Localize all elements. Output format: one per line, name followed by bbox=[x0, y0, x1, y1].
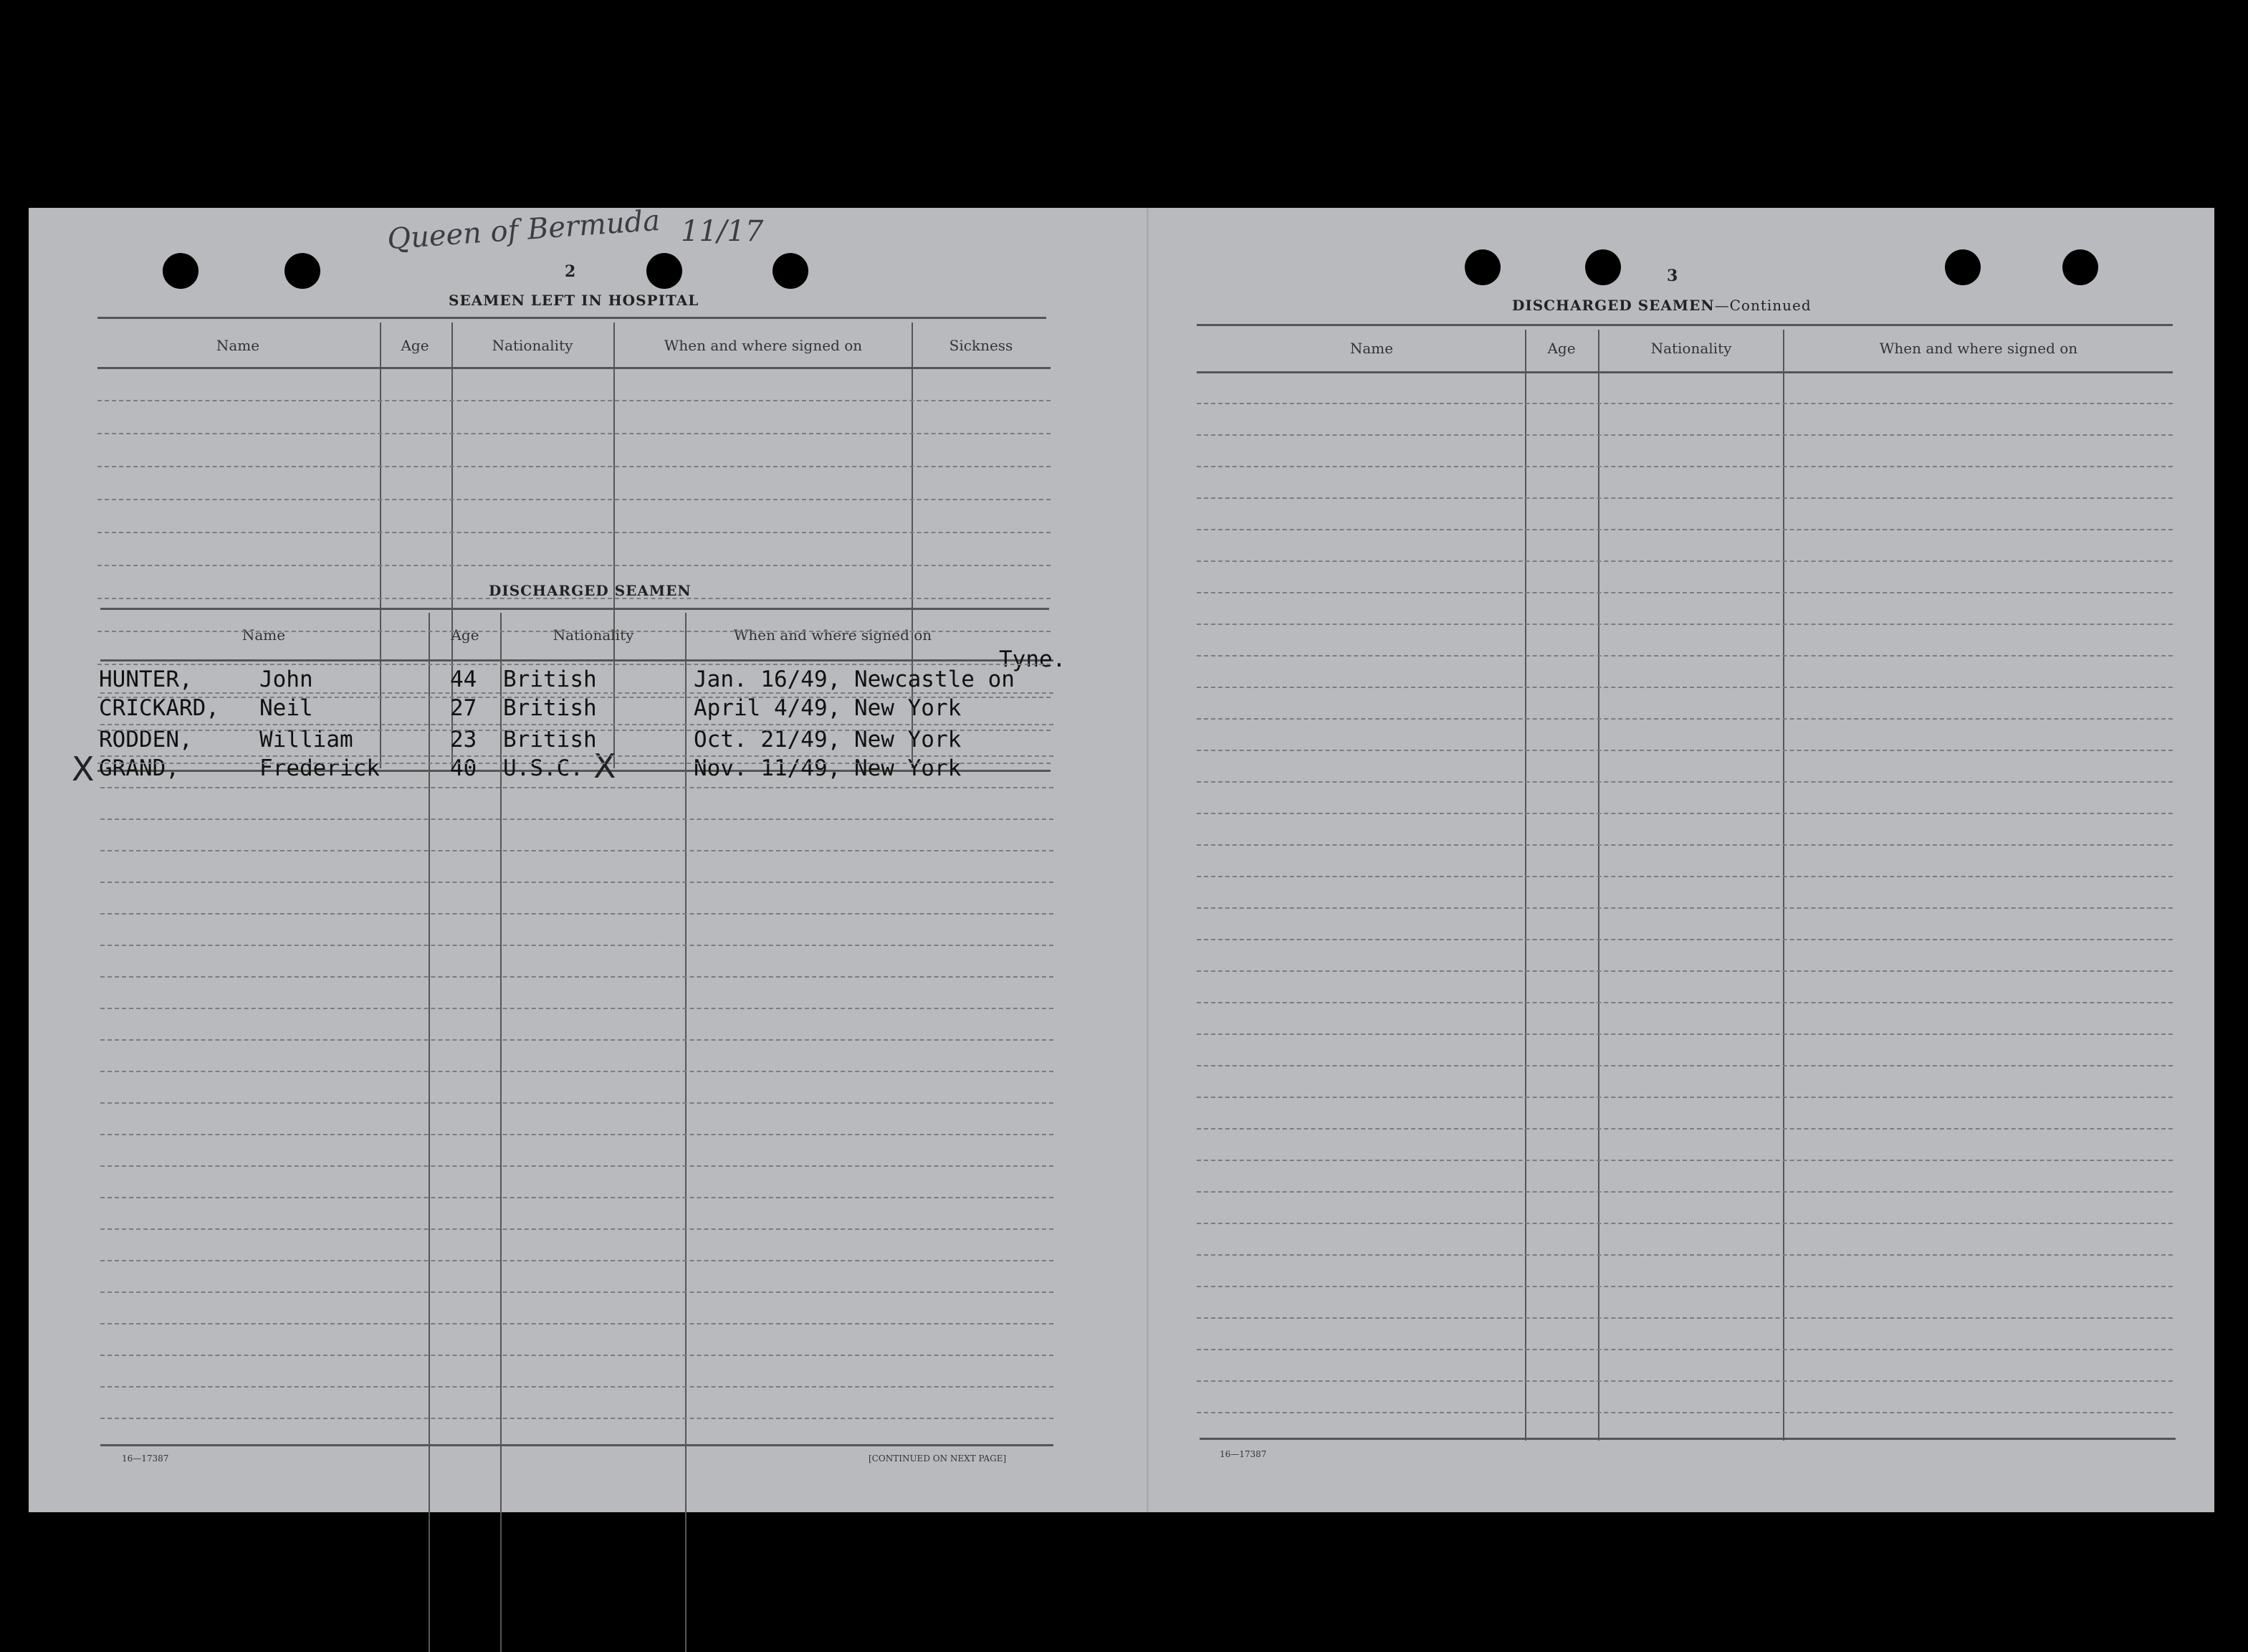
ruling-line bbox=[100, 882, 1053, 883]
ruling-line bbox=[100, 692, 1053, 694]
ruling-line bbox=[97, 631, 1051, 632]
punch-hole bbox=[1945, 249, 1981, 285]
ruling-line bbox=[100, 1008, 1053, 1009]
cross-mark: X bbox=[72, 750, 95, 788]
ruling-line bbox=[1197, 687, 2173, 688]
ruling-line bbox=[100, 1039, 1053, 1041]
ruling-line bbox=[100, 1134, 1053, 1135]
ruling-line bbox=[97, 763, 1051, 764]
ruling-line bbox=[1197, 497, 2173, 499]
table-row-surname: HUNTER, bbox=[99, 667, 193, 692]
ruling-line bbox=[1197, 403, 2173, 404]
right-section-title-main: DISCHARGED SEAMEN bbox=[1512, 297, 1715, 314]
hospital-col-sickness: Sickness bbox=[949, 337, 1013, 354]
ruling-line bbox=[97, 598, 1051, 599]
handwritten-ship-name: Queen of Bermuda bbox=[386, 204, 661, 257]
punch-hole bbox=[284, 253, 320, 289]
ruling-line bbox=[1197, 624, 2173, 625]
ruling-line bbox=[1197, 466, 2173, 467]
discharged-section-title: DISCHARGED SEAMEN bbox=[489, 582, 692, 599]
table-row-nationality: British bbox=[503, 667, 597, 692]
ruling-line bbox=[100, 850, 1053, 851]
ruling-line bbox=[1197, 781, 2173, 783]
table-row-age: 23 bbox=[450, 727, 477, 753]
ruling-line bbox=[100, 913, 1053, 915]
right-col-age: Age bbox=[1547, 340, 1576, 357]
ruling-line bbox=[1197, 1349, 2173, 1350]
ruling-line bbox=[100, 787, 1053, 788]
ruling-line bbox=[1197, 1002, 2173, 1003]
ruling-line bbox=[100, 1323, 1053, 1324]
ruling-line bbox=[1197, 655, 2173, 656]
ruling-line bbox=[97, 532, 1051, 533]
punch-hole bbox=[1585, 249, 1621, 285]
hospital-col-name: Name bbox=[216, 337, 260, 354]
ruling-line bbox=[1197, 1128, 2173, 1130]
ruling-line bbox=[97, 466, 1051, 467]
ruling-line bbox=[1197, 529, 2173, 530]
ruling-line bbox=[1197, 1097, 2173, 1098]
ruling-line bbox=[1197, 844, 2173, 846]
ruling-line bbox=[100, 945, 1053, 946]
punch-hole bbox=[646, 253, 682, 289]
right-col-nationality: Nationality bbox=[1650, 340, 1732, 357]
ruling-line bbox=[1197, 560, 2173, 562]
form-number-right: 16—17387 bbox=[1220, 1449, 1267, 1459]
table-row-given: Neil bbox=[259, 695, 313, 721]
ruling-line bbox=[1197, 1317, 2173, 1319]
ruling-line bbox=[1197, 434, 2173, 436]
ruling-line bbox=[100, 1418, 1053, 1419]
ruling-line bbox=[1197, 907, 2173, 909]
page-number-left: 2 bbox=[565, 262, 576, 281]
table-row-age: 27 bbox=[450, 695, 477, 721]
table-row-nationality: U.S.C. bbox=[503, 755, 583, 781]
ruling-line bbox=[100, 1228, 1053, 1230]
table-row-nationality: British bbox=[503, 695, 597, 721]
ruling-line bbox=[97, 433, 1051, 434]
punch-hole bbox=[2062, 249, 2098, 285]
discharged-col-nationality: Nationality bbox=[553, 626, 634, 644]
right-section-title-suffix: —Continued bbox=[1714, 297, 1812, 314]
ruling-line bbox=[1197, 592, 2173, 593]
table-row-signed-on-continued: Tyne. bbox=[999, 646, 1066, 672]
handwritten-date: 11/17 bbox=[681, 215, 764, 248]
table-row-given: John bbox=[259, 667, 313, 692]
ruling-line bbox=[97, 664, 1051, 665]
ruling-line bbox=[1197, 718, 2173, 720]
ruling-line bbox=[1197, 1160, 2173, 1161]
hospital-section-title: SEAMEN LEFT IN HOSPITAL bbox=[449, 292, 699, 309]
ruling-line bbox=[1197, 1412, 2173, 1413]
table-row-signed-on: Nov. 11/49, New York bbox=[694, 755, 962, 781]
table-row-signed-on: Jan. 16/49, Newcastle on bbox=[694, 667, 1015, 692]
ruling-line bbox=[1197, 939, 2173, 940]
ruling-line bbox=[100, 755, 1053, 757]
ruling-line bbox=[1197, 813, 2173, 814]
table-row-signed-on: April 4/49, New York bbox=[694, 695, 962, 721]
ruling-line bbox=[100, 1386, 1053, 1388]
cross-mark: X bbox=[593, 747, 616, 786]
ruling-line bbox=[1197, 1380, 2173, 1382]
table-row-signed-on: Oct. 21/49, New York bbox=[694, 727, 962, 753]
ruling-line bbox=[100, 818, 1053, 820]
ruling-line bbox=[97, 565, 1051, 566]
hospital-col-age: Age bbox=[401, 337, 429, 354]
right-section-title bbox=[1512, 297, 1812, 314]
ruling-line bbox=[100, 1355, 1053, 1356]
ruling-line bbox=[100, 1102, 1053, 1104]
ruling-line bbox=[1197, 750, 2173, 751]
punch-hole bbox=[773, 253, 808, 289]
ruling-line bbox=[100, 724, 1053, 725]
punch-hole bbox=[163, 253, 199, 289]
ruling-line bbox=[97, 730, 1051, 731]
discharged-col-name: Name bbox=[241, 626, 286, 644]
hospital-col-nationality: Nationality bbox=[492, 337, 573, 354]
ruling-line bbox=[100, 976, 1053, 978]
ruling-line bbox=[100, 1165, 1053, 1167]
table-row-surname: CRICKARD, bbox=[99, 695, 219, 721]
discharged-col-signed-on: When and where signed on bbox=[733, 626, 932, 644]
ruling-line bbox=[1197, 1065, 2173, 1066]
ruling-line bbox=[100, 1291, 1053, 1293]
right-col-signed-on: When and where signed on bbox=[1879, 340, 2078, 357]
continued-note: [CONTINUED ON NEXT PAGE] bbox=[869, 1453, 1007, 1464]
ruling-line bbox=[100, 1071, 1053, 1072]
table-row-given: Frederick bbox=[259, 755, 380, 781]
ruling-line bbox=[97, 697, 1051, 698]
table-row-nationality: British bbox=[503, 727, 597, 753]
ruling-line bbox=[1197, 1033, 2173, 1035]
form-number-left: 16—17387 bbox=[122, 1453, 169, 1464]
table-row-surname: RODDEN, bbox=[99, 727, 193, 753]
ruling-line bbox=[100, 1260, 1053, 1261]
page-fold bbox=[1147, 208, 1149, 1512]
ruling-line bbox=[100, 1197, 1053, 1198]
ruling-line bbox=[1197, 1286, 2173, 1287]
ruling-line bbox=[1197, 876, 2173, 877]
page-number-right: 3 bbox=[1667, 267, 1678, 285]
hospital-col-signed-on: When and where signed on bbox=[664, 337, 863, 354]
table-row-age: 40 bbox=[450, 755, 477, 781]
discharged-col-age: Age bbox=[451, 626, 479, 644]
ruling-line bbox=[97, 499, 1051, 500]
ruling-line bbox=[97, 400, 1051, 401]
document-sheet bbox=[29, 204, 2214, 1512]
ruling-line bbox=[1197, 1191, 2173, 1193]
table-row-age: 44 bbox=[450, 667, 477, 692]
table-row-surname: GRAND, bbox=[99, 755, 179, 781]
table-row-given: William bbox=[259, 727, 353, 753]
right-col-name: Name bbox=[1349, 340, 1394, 357]
ruling-line bbox=[1197, 1223, 2173, 1224]
ruling-line bbox=[1197, 970, 2173, 972]
ruling-line bbox=[1197, 1254, 2173, 1256]
punch-hole bbox=[1465, 249, 1501, 285]
